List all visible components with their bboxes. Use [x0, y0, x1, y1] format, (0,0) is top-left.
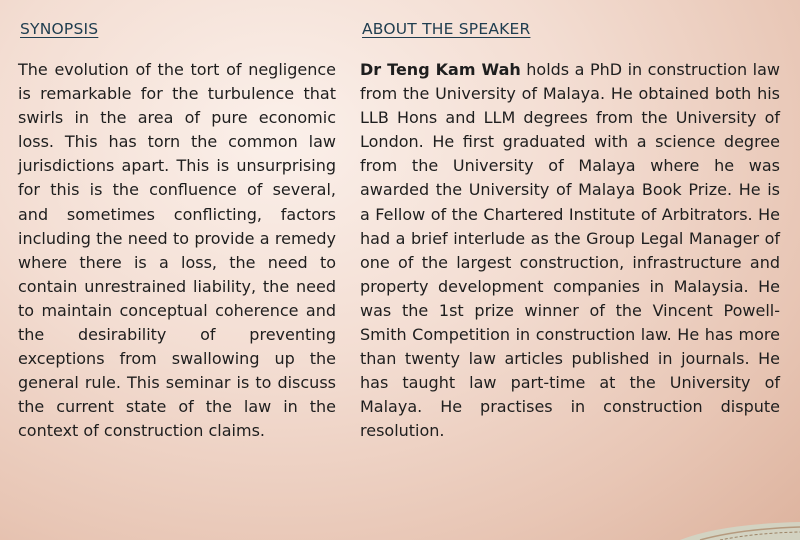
synopsis-heading: SYNOPSIS	[20, 20, 99, 38]
synopsis-text: The evolution of the tort of negligence is remarkable for the turbulence that swirls in the area of pure economic loss. This has torn the common law jurisdictions apart. This is unsurprising for this is the confluence of several, and sometimes conflicting, factors including the need to provide a remedy where there is a loss, the need to contain unrestrained liability, the need to maintain conceptual coherence and the desirability of preventing exceptions from swallowing up the general rule. This seminar is to discuss the current state of the law in the context of construction claims.	[18, 60, 336, 441]
speaker-name: Dr Teng Kam Wah	[360, 60, 521, 79]
speaker-heading: ABOUT THE SPEAKER	[362, 20, 531, 38]
corner-ornament	[660, 518, 800, 540]
speaker-bio-paragraph	[360, 58, 780, 444]
speaker-section	[360, 18, 780, 444]
speaker-bio: holds a PhD in construction law from the University of Malaya. He obtained both his LLB Hons and LLM degrees from the University of London. He first graduated with a science degree from the University of Malaya where he was awarded the University of Malaya Book Prize. He is a Fellow of the Chartered Institute of Arbitrators. He had a brief interlude as the Group Legal Manager of one of the largest construction, infrastructure and property development companies in Malaysia. He was the 1st prize winner of the Vincent Powell-Smith Competition in construction law. He has more than twenty law articles published in journals. He has taught law part-time at the University of Malaya. He practises in construction dispute resolution.	[360, 60, 781, 441]
synopsis-section	[18, 18, 336, 444]
